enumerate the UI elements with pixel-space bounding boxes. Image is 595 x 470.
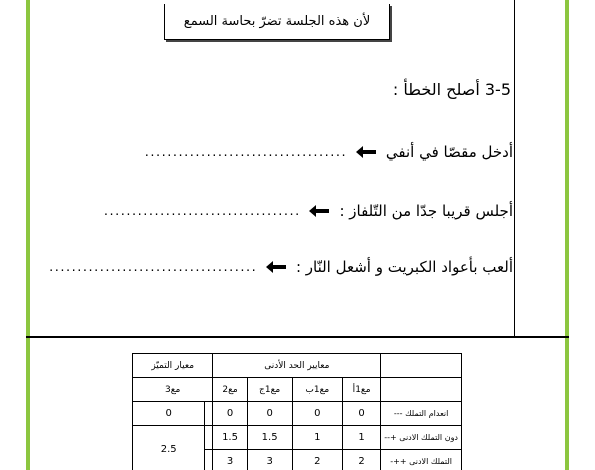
exercise-sentence: أجلس قريبا جدّا من التّلفاز : (339, 202, 513, 220)
criterion-header: مع1أ (342, 378, 380, 402)
excellence-cell: 0 (133, 402, 205, 426)
score-cell: 1.5 (213, 426, 247, 450)
exercise-sentence: ألعب بأعواد الكبريت و أشعل النّار : (295, 258, 513, 276)
answer-blank[interactable]: .................................... (143, 145, 346, 159)
header-box (164, 4, 390, 40)
table-row (133, 402, 462, 426)
score-cell: 0 (292, 402, 342, 426)
criterion-header: مع3 (133, 378, 213, 402)
header-title: لأن هذه الجلسة تضرّ بحاسة السمع (183, 14, 371, 29)
min-criteria-header: معايير الحد الأدنى (213, 354, 381, 378)
row-label: انعدام التملك --- (381, 402, 462, 426)
answer-blank[interactable]: ..................................... (47, 260, 256, 274)
score-cell: 1.5 (247, 426, 292, 450)
exercise-item (143, 143, 513, 161)
score-cell: 1 (292, 426, 342, 450)
score-cell: 1 (342, 426, 380, 450)
exercise-item (48, 258, 513, 276)
score-cell: 2 (292, 450, 342, 470)
score-cell: 3 (213, 450, 247, 470)
exercise-sentence: أدخل مقصّا في أنفي (385, 143, 513, 161)
left-page-border (26, 0, 30, 470)
excellence-header: معيار التميّز (133, 354, 213, 378)
criterion-header: مع2 (213, 378, 247, 402)
criterion-header: مع1ج (247, 378, 292, 402)
score-cell: 0 (213, 402, 247, 426)
score-cell: 0 (342, 402, 380, 426)
score-cell: 3 (247, 450, 292, 470)
empty-corner-cell (381, 354, 462, 378)
left-arrow-icon (309, 205, 329, 217)
exercise-item (103, 202, 513, 220)
criteria-table (132, 353, 462, 470)
row-label: التملك الادنى ++- (381, 450, 462, 470)
answer-blank[interactable]: ................................... (102, 204, 300, 218)
empty-label-cell (381, 378, 462, 402)
excellence-cell: 2.5 (133, 426, 205, 470)
inner-frame-line (514, 0, 515, 336)
section-divider (26, 336, 569, 338)
right-page-border (565, 0, 569, 470)
row-label: دون التملك الادنى +-- (381, 426, 462, 450)
spacer-cell (205, 426, 213, 450)
spacer-cell (205, 402, 213, 426)
score-cell: 0 (247, 402, 292, 426)
score-cell: 2 (342, 450, 380, 470)
left-arrow-icon (266, 261, 286, 273)
exercise-title: 3-5 أصلح الخطأ : (392, 80, 511, 99)
table-row (133, 426, 462, 450)
criterion-header: مع1ب (292, 378, 342, 402)
spacer-cell (205, 450, 213, 470)
left-arrow-icon (356, 146, 376, 158)
